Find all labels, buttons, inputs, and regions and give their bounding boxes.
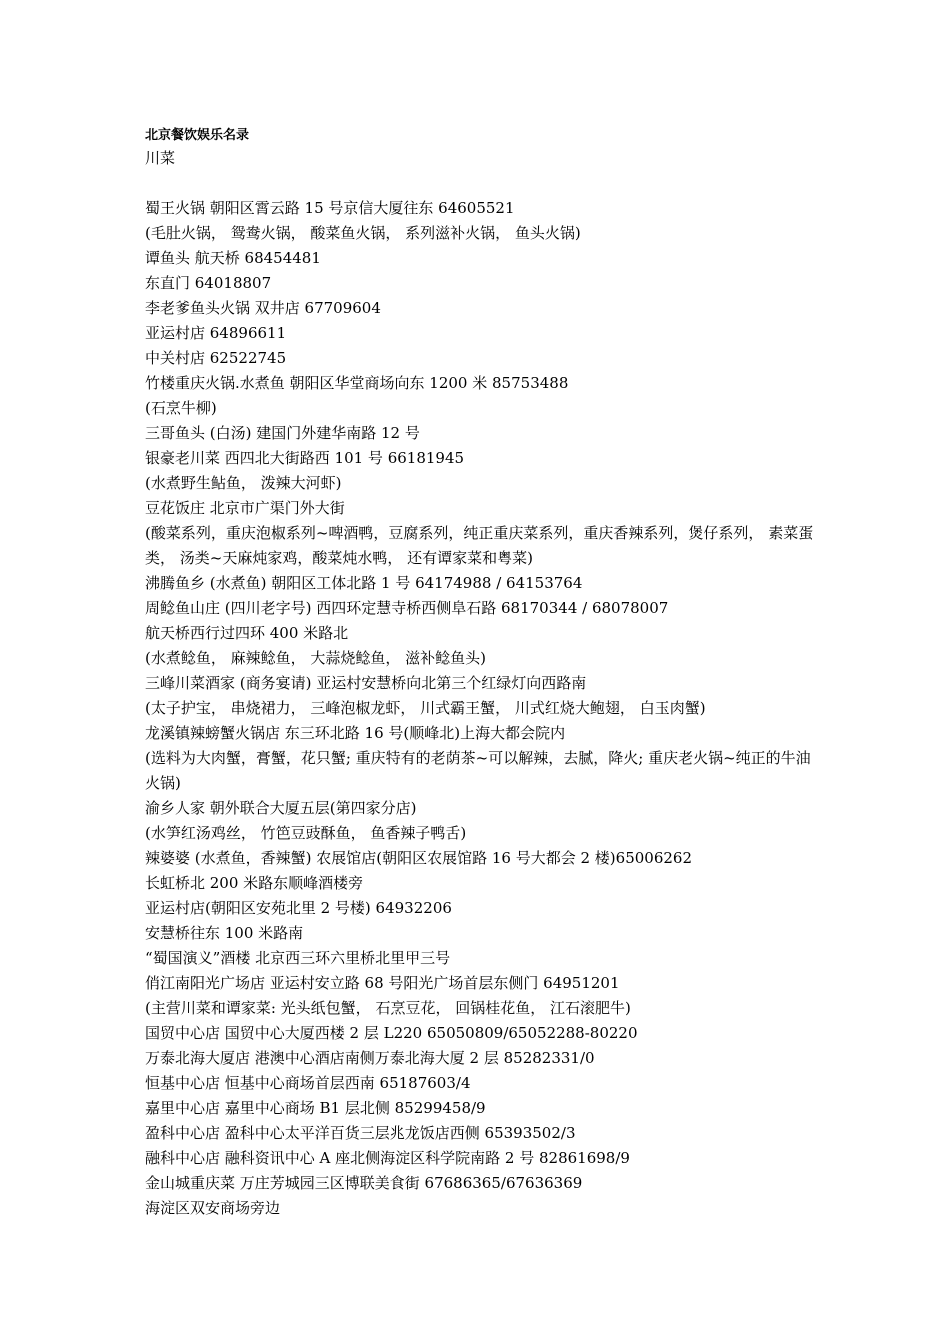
- list-item: 银豪老川菜 西四北大街路西 101 号 66181945: [145, 449, 465, 467]
- list-item: 中关村店 62522745: [145, 349, 287, 367]
- list-item: 周鲶鱼山庄 (四川老字号) 西四环定慧寺桥西侧阜石路 68170344 / 68078007: [145, 599, 669, 617]
- list-item: 恒基中心店 恒基中心商场首层西南 65187603/4: [145, 1074, 471, 1092]
- document-content: [145, 126, 825, 1221]
- list-item: 蜀王火锅 朝阳区霄云路 15 号京信大厦往东 64605521: [145, 199, 515, 217]
- list-item: (选料为大肉蟹，膏蟹，花只蟹; 重庆特有的老荫茶~可以解辣，去腻，降火; 重庆老火锅~纯正的牛油火锅): [145, 749, 811, 792]
- list-item: (毛肚火锅， 鸳鸯火锅， 酸菜鱼火锅， 系列滋补火锅， 鱼头火锅): [145, 224, 581, 242]
- list-item: 俏江南阳光广场店 亚运村安立路 68 号阳光广场首层东侧门 64951201: [145, 974, 620, 992]
- list-item: 李老爹鱼头火锅 双井店 67709604: [145, 299, 381, 317]
- list-item: 长虹桥北 200 米路东顺峰酒楼旁: [145, 874, 364, 892]
- list-item: 嘉里中心店 嘉里中心商场 B1 层北侧 85299458/9: [145, 1099, 486, 1117]
- list-item: 海淀区双安商场旁边: [145, 1199, 281, 1217]
- list-item: 辣婆婆 (水煮鱼，香辣蟹) 农展馆店(朝阳区农展馆路 16 号大都会 2 楼)65006262: [145, 849, 692, 867]
- list-item: 渝乡人家 朝外联合大厦五层(第四家分店): [145, 799, 417, 817]
- list-item: 竹楼重庆火锅.水煮鱼 朝阳区华堂商场向东 1200 米 85753488: [145, 374, 569, 392]
- list-item: (水煮鲶鱼， 麻辣鲶鱼， 大蒜烧鲶鱼， 滋补鲶鱼头): [145, 649, 487, 667]
- list-item: 沸腾鱼乡 (水煮鱼) 朝阳区工体北路 1 号 64174988 / 64153764: [145, 574, 583, 592]
- list-item: 亚运村店 64896611: [145, 324, 287, 342]
- list-item: 亚运村店(朝阳区安苑北里 2 号楼) 64932206: [145, 899, 452, 917]
- list-item: (水煮野生鲇鱼， 泼辣大河虾): [145, 474, 342, 492]
- list-item: 金山城重庆菜 万庄芳城园三区博联美食街 67686365/67636369: [145, 1174, 583, 1192]
- list-item: (水笋红汤鸡丝， 竹笆豆豉酥鱼， 鱼香辣子鸭舌): [145, 824, 467, 842]
- list-item: (石烹牛柳): [145, 399, 217, 417]
- restaurant-list: [145, 196, 825, 1221]
- list-item: 谭鱼头 航天桥 68454481: [145, 249, 321, 267]
- list-item: 东直门 64018807: [145, 274, 272, 292]
- list-item: 航天桥西行过四环 400 米路北: [145, 624, 349, 642]
- list-item: 融科中心店 融科资讯中心 A 座北侧海淀区科学院南路 2 号 82861698/9: [145, 1149, 630, 1167]
- list-item: 三哥鱼头 (白汤) 建国门外建华南路 12 号: [145, 424, 420, 442]
- list-item: (主营川菜和谭家菜: 光头纸包蟹， 石烹豆花， 回锅桂花鱼， 江石滚肥牛): [145, 999, 631, 1017]
- list-item: “蜀国演义”酒楼 北京西三环六里桥北里甲三号: [145, 949, 451, 967]
- document-title: 北京餐饮娱乐名录: [145, 128, 250, 143]
- list-item: (太子护宝， 串烧裙力， 三峰泡椒龙虾， 川式霸王蟹， 川式红烧大鲍翅， 白玉肉蟹): [145, 699, 706, 717]
- list-item: 三峰川菜酒家 (商务宴请) 亚运村安慧桥向北第三个红绿灯向西路南: [145, 674, 587, 692]
- list-item: 龙溪镇辣螃蟹火锅店 东三环北路 16 号(顺峰北)上海大都会院内: [145, 724, 566, 742]
- list-item: 盈科中心店 盈科中心太平洋百货三层兆龙饭店西侧 65393502/3: [145, 1124, 576, 1142]
- list-item: 豆花饭庄 北京市广渠门外大街: [145, 499, 345, 517]
- category-heading: 川菜: [145, 149, 176, 167]
- list-item: 安慧桥往东 100 米路南: [145, 924, 304, 942]
- blank-line: [145, 171, 825, 196]
- list-item: (酸菜系列，重庆泡椒系列~啤酒鸭，豆腐系列，纯正重庆菜系列，重庆香辣系列，煲仔系列， 素菜蛋类， 汤类~天麻炖家鸡，酸菜炖水鸭， 还有谭家菜和粤菜): [145, 524, 814, 567]
- list-item: 国贸中心店 国贸中心大厦西楼 2 层 L220 65050809/65052288-80220: [145, 1024, 638, 1042]
- list-item: 万泰北海大厦店 港澳中心酒店南侧万泰北海大厦 2 层 85282331/0: [145, 1049, 595, 1067]
